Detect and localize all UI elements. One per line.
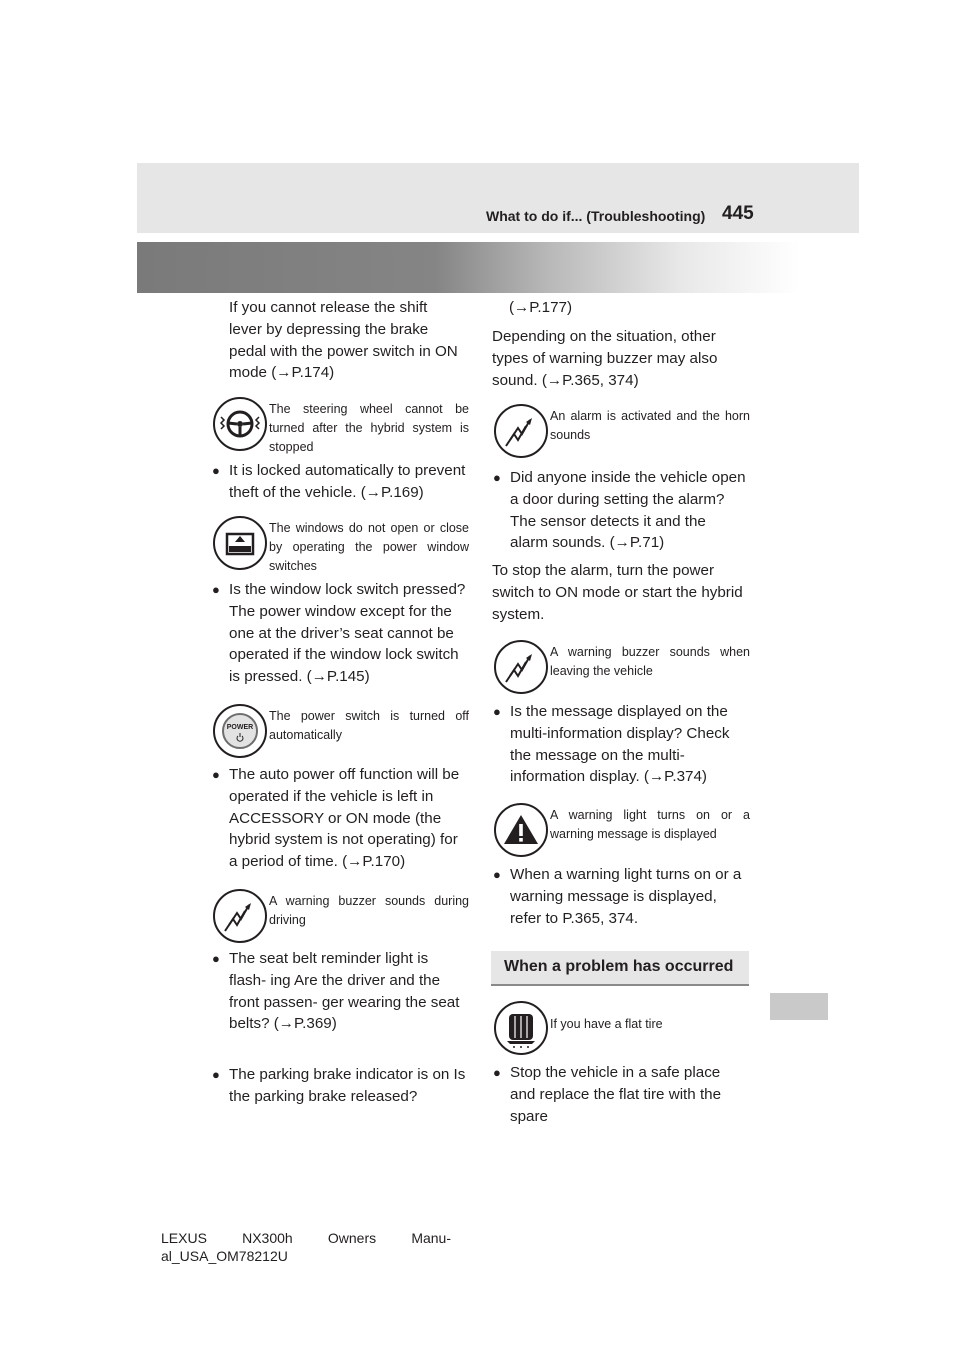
warning-buzzer-icon <box>213 889 267 943</box>
flat-tire-bullet: ● Stop the vehicle in a safe place and replace the flat tire with the spare <box>493 1064 722 1125</box>
bullet-icon: ● <box>212 1067 220 1082</box>
item-warning-light <box>494 803 750 861</box>
steering-lock-icon <box>213 397 267 451</box>
bullet-icon: ● <box>493 1065 501 1080</box>
alarm-icon <box>494 404 548 458</box>
message-bullet: ● Is the message displayed on the multi-information display? Check the message on the multi- information display. (→P.374) <box>493 703 730 786</box>
item-label: The windows do not open or close by operating the power window switches <box>269 521 469 573</box>
section-band <box>137 242 800 293</box>
bullet-icon: ● <box>493 867 501 882</box>
footer <box>161 1229 451 1265</box>
seatbelt-bullet: ● The seat belt reminder light is flash- ing Are the driver and the front passen- ger wearing the seat belts? (→P.369) <box>212 950 460 1033</box>
bullet-icon: ● <box>212 767 220 782</box>
item-label: If you have a flat tire <box>550 1017 663 1031</box>
item-flat-tire <box>494 1001 750 1059</box>
item-label: The steering wheel cannot be turned after the hybrid system is stopped <box>269 402 469 454</box>
bullet-icon: ● <box>493 470 501 485</box>
item-label: A warning buzzer sounds during driving <box>269 894 469 927</box>
item-label: An alarm is activated and the horn sounds <box>550 409 750 442</box>
depending-text: Depending on the situation, other types of warning buzzer may also sound. (→P.365, 374) <box>492 328 718 389</box>
item-buzzer-driving <box>213 889 469 947</box>
page-number: 445 <box>722 203 754 224</box>
flat-tire-icon <box>494 1001 548 1055</box>
intro-text: If you cannot release the shift lever by depressing the brake pedal with the power switch in ON mode (→P.174) <box>229 299 458 382</box>
item-power-off <box>213 704 469 762</box>
item-steering <box>213 397 469 455</box>
warning-triangle-icon <box>494 803 548 857</box>
footer-line-1: LEXUS NX300h Owners Manu- <box>161 1230 451 1246</box>
item-label: The power switch is turned off automatically <box>269 709 469 742</box>
warning-buzzer-icon <box>494 640 548 694</box>
chapter-title: What to do if... (Troubleshooting) <box>486 208 706 224</box>
item-alarm <box>494 404 750 462</box>
power-off-bullet: ● The auto power off function will be operated if the vehicle is left in ACCESSORY or ON mode (the hybrid system is not operating) for a period of time. (→P.170) <box>212 766 460 871</box>
parking-brake-bullet: ● The parking brake indicator is on Is the parking brake released? <box>212 1066 466 1105</box>
item-label: A warning light turns on or a warning message is displayed <box>550 808 750 841</box>
bullet-icon: ● <box>493 704 501 719</box>
steering-bullet: ● It is locked automatically to prevent theft of the vehicle. (→P.169) <box>212 462 466 501</box>
item-buzzer-leaving <box>494 640 750 698</box>
power-icon-text: POWER <box>226 724 254 731</box>
power-switch-icon <box>213 704 267 758</box>
continued-reference: (→P.177) <box>509 299 573 316</box>
item-label: A warning buzzer sounds when leaving the vehicle <box>550 645 750 678</box>
window-switch-icon <box>213 516 267 570</box>
bullet-icon: ● <box>212 951 220 966</box>
alarm-bullet: ● Did anyone inside the vehicle open a door during setting the alarm? The sensor detects it and the alarm sounds. (→P.71) <box>493 469 746 552</box>
chapter-tab <box>770 993 828 1020</box>
section-heading: When a problem has occurred <box>491 951 749 986</box>
item-windows <box>213 516 469 574</box>
bullet-icon: ● <box>212 463 220 478</box>
footer-line-2: al_USA_OM78212U <box>161 1248 288 1264</box>
stop-alarm-text: To stop the alarm, turn the power switch to ON mode or start the hybrid system. <box>492 562 743 623</box>
warning-light-bullet: ● When a warning light turns on or a warning message is displayed, refer to P.365, 374. <box>493 866 742 927</box>
bullet-icon: ● <box>212 582 220 597</box>
windows-bullet: ● Is the window lock switch pressed? The power window except for the one at the driver’s seat cannot be operated if the window lock switch is pressed. (→P.145) <box>212 581 466 686</box>
